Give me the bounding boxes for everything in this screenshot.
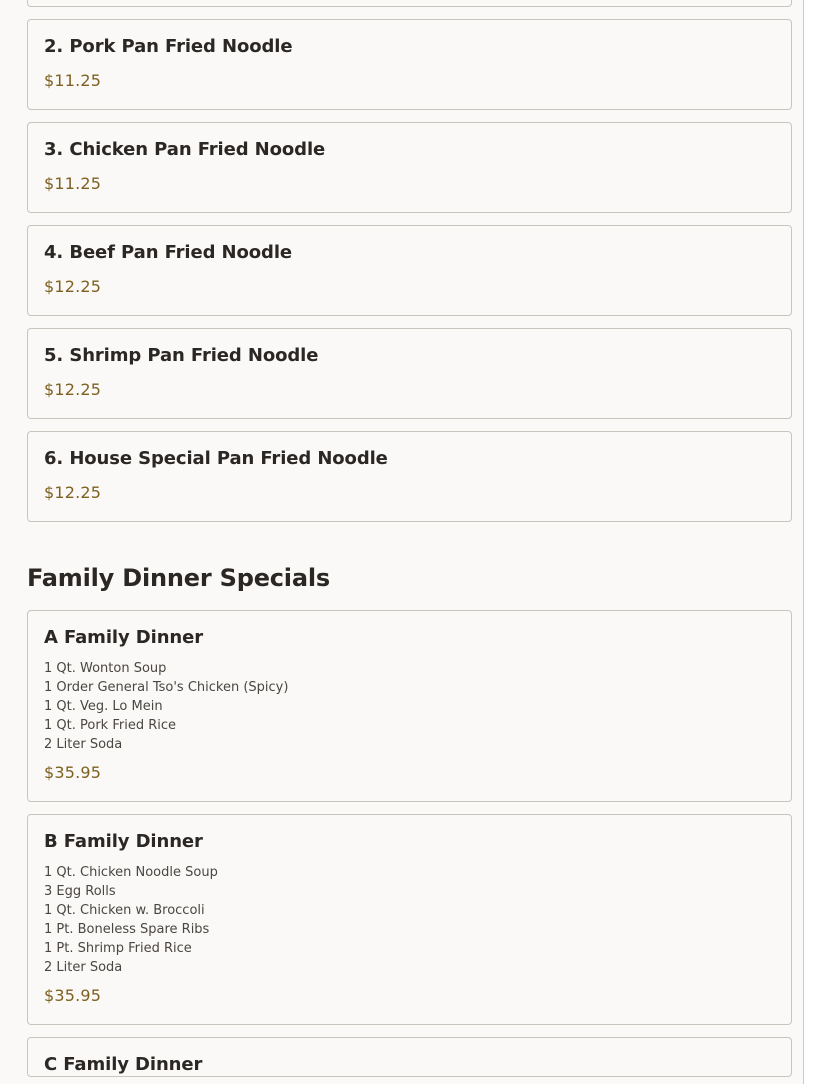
menu-item-card[interactable] <box>27 122 792 213</box>
menu-item-card[interactable] <box>27 19 792 110</box>
description-line: 1 Qt. Chicken Noodle Soup <box>44 865 218 880</box>
description-line: 1 Qt. Pork Fried Rice <box>44 718 176 733</box>
menu-item-card[interactable] <box>27 225 792 316</box>
menu-item-price: $35.95 <box>44 763 102 782</box>
menu-item-name: 2. Pork Pan Fried Noodle <box>44 36 293 57</box>
menu-item-card[interactable] <box>27 0 792 7</box>
menu-item-price: $12.25 <box>44 380 102 399</box>
menu-item-price: $11.25 <box>44 71 102 90</box>
menu-item-card[interactable] <box>27 328 792 419</box>
description-line: 1 Pt. Shrimp Fried Rice <box>44 941 192 956</box>
description-line: 3 Egg Rolls <box>44 884 116 899</box>
menu-item-card[interactable] <box>27 814 792 1025</box>
menu-item-price: $11.25 <box>44 174 102 193</box>
menu-item-price: $12.25 <box>44 483 102 502</box>
menu-item-card[interactable] <box>27 610 792 802</box>
menu-item-name: 6. House Special Pan Fried Noodle <box>44 448 388 469</box>
menu-item-price: $12.25 <box>44 277 102 296</box>
menu-item-card[interactable] <box>27 431 792 522</box>
description-line: 1 Qt. Wonton Soup <box>44 661 167 676</box>
menu-item-name: B Family Dinner <box>44 831 203 852</box>
section-title: Family Dinner Specials <box>27 564 330 592</box>
description-line: 2 Liter Soda <box>44 960 123 975</box>
menu-item-description <box>44 863 775 977</box>
description-line: 1 Qt. Veg. Lo Mein <box>44 699 163 714</box>
menu-item-name: 3. Chicken Pan Fried Noodle <box>44 139 326 160</box>
menu-content <box>27 0 792 1084</box>
menu-item-card[interactable] <box>27 1037 792 1077</box>
description-line: 1 Qt. Chicken w. Broccoli <box>44 903 205 918</box>
description-line: 1 Pt. Boneless Spare Ribs <box>44 922 210 937</box>
menu-item-description <box>44 659 775 754</box>
menu-item-price: $35.95 <box>44 986 102 1005</box>
description-line: 1 Order General Tso's Chicken (Spicy) <box>44 680 289 695</box>
menu-item-name: 5. Shrimp Pan Fried Noodle <box>44 345 319 366</box>
menu-item-name: A Family Dinner <box>44 627 204 648</box>
description-line: 2 Liter Soda <box>44 737 123 752</box>
menu-item-name: C Family Dinner <box>44 1054 203 1075</box>
menu-item-name: 4. Beef Pan Fried Noodle <box>44 242 293 263</box>
